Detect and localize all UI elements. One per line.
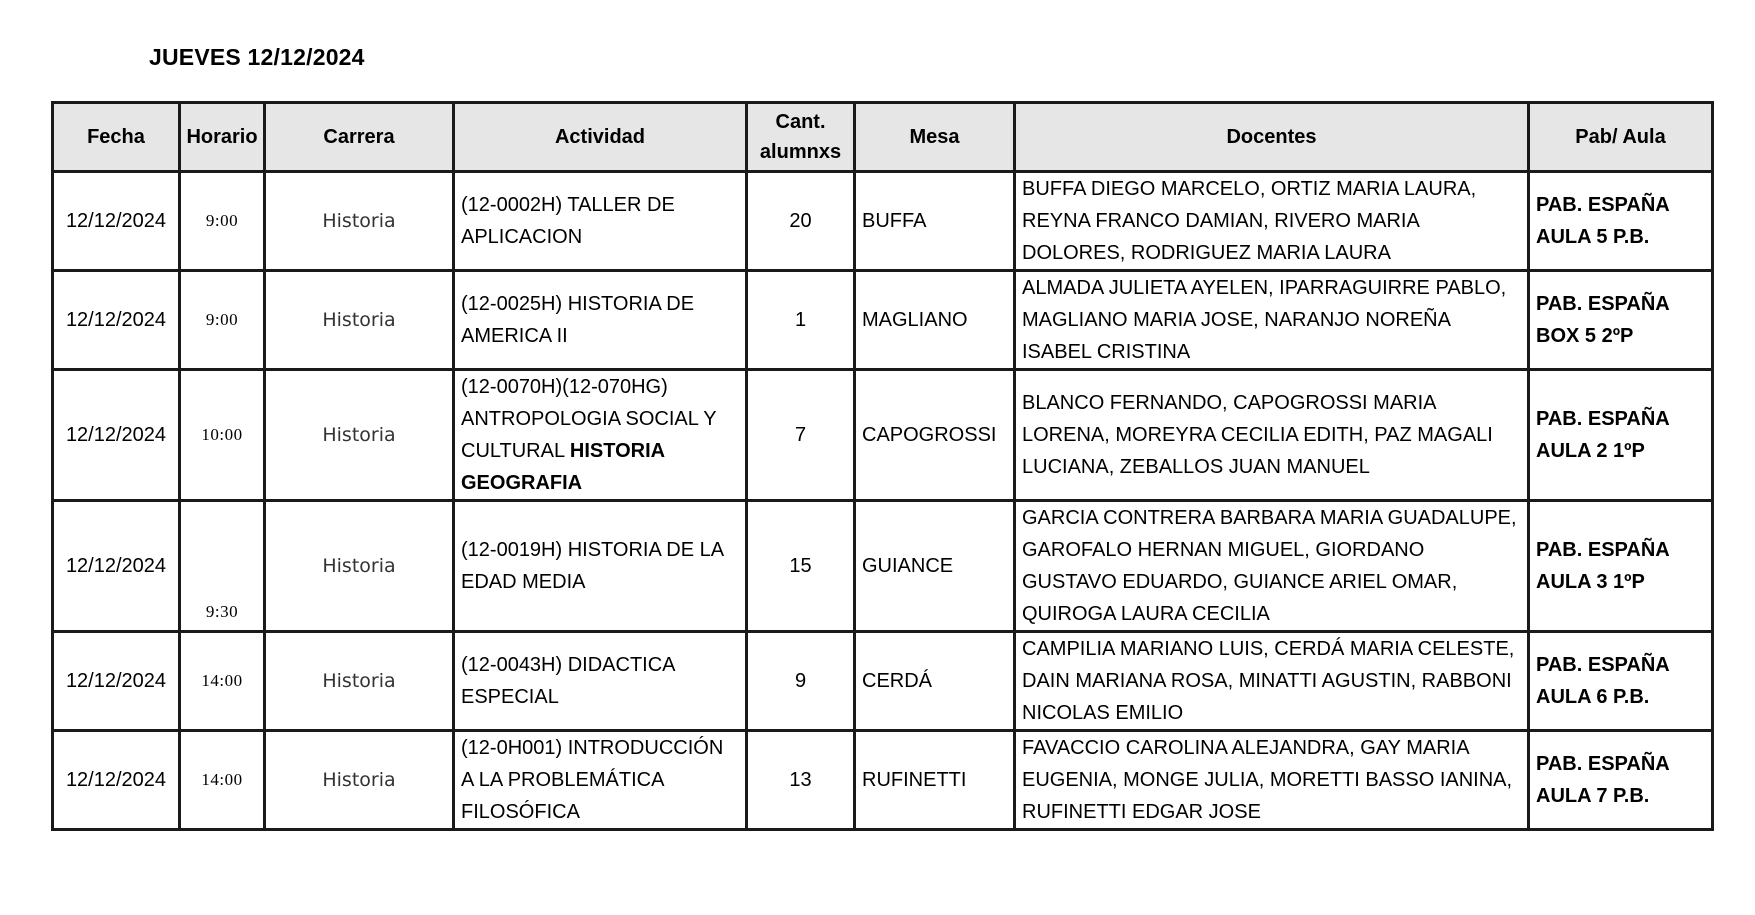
table-row [53, 501, 1713, 632]
cell-fecha: 12/12/2024 [53, 632, 180, 731]
cell-cant-alumnxs: 1 [747, 271, 855, 370]
cell-actividad: (12-0019H) HISTORIA DE LA EDAD MEDIA [454, 501, 747, 632]
cell-fecha: 12/12/2024 [53, 271, 180, 370]
cell-horario: 10:00 [180, 370, 265, 501]
cell-docentes: ALMADA JULIETA AYELEN, IPARRAGUIRRE PABLO, MAGLIANO MARIA JOSE, NARANJO NOREÑA ISABEL CRISTINA [1015, 271, 1529, 370]
cell-cant-alumnxs: 13 [747, 731, 855, 830]
actividad-bold-text: HISTORIA GEOGRAFIA [461, 440, 665, 494]
cell-pab-aula: PAB. ESPAÑA BOX 5 2ºP [1529, 271, 1713, 370]
table-row [53, 172, 1713, 271]
cell-pab-aula: PAB. ESPAÑA AULA 7 P.B. [1529, 731, 1713, 830]
header-fecha: Fecha [53, 103, 180, 172]
cell-fecha: 12/12/2024 [53, 501, 180, 632]
cell-fecha: 12/12/2024 [53, 370, 180, 501]
header-mesa: Mesa [855, 103, 1015, 172]
cell-mesa: RUFINETTI [855, 731, 1015, 830]
cell-docentes: GARCIA CONTRERA BARBARA MARIA GUADALUPE, GAROFALO HERNAN MIGUEL, GIORDANO GUSTAVO EDUARDO, GUIANCE ARIEL OMAR, QUIROGA LAURA CECILIA [1015, 501, 1529, 632]
cell-docentes: BLANCO FERNANDO, CAPOGROSSI MARIA LORENA, MOREYRA CECILIA EDITH, PAZ MAGALI LUCIANA, ZEBALLOS JUAN MANUEL [1015, 370, 1529, 501]
cell-carrera: Historia [265, 271, 454, 370]
header-horario: Horario [180, 103, 265, 172]
header-cant-line2: alumnxs [759, 141, 842, 163]
cell-actividad [454, 370, 747, 501]
table-row [53, 271, 1713, 370]
table-row [53, 632, 1713, 731]
header-pab-aula: Pab/ Aula [1529, 103, 1713, 172]
exam-schedule-table [51, 101, 1714, 831]
table-body [53, 172, 1713, 830]
cell-carrera: Historia [265, 731, 454, 830]
cell-horario: 9:30 [180, 501, 265, 632]
cell-fecha: 12/12/2024 [53, 731, 180, 830]
header-cant-alumnxs [747, 103, 855, 172]
cell-carrera: Historia [265, 172, 454, 271]
table-row [53, 370, 1713, 501]
cell-mesa: CERDÁ [855, 632, 1015, 731]
cell-pab-aula: PAB. ESPAÑA AULA 5 P.B. [1529, 172, 1713, 271]
cell-cant-alumnxs: 7 [747, 370, 855, 501]
cell-cant-alumnxs: 9 [747, 632, 855, 731]
table-header [53, 103, 1713, 172]
cell-docentes: FAVACCIO CAROLINA ALEJANDRA, GAY MARIA EUGENIA, MONGE JULIA, MORETTI BASSO IANINA, RUFINETTI EDGAR JOSE [1015, 731, 1529, 830]
cell-actividad: (12-0043H) DIDACTICA ESPECIAL [454, 632, 747, 731]
table-row [53, 731, 1713, 830]
cell-carrera: Historia [265, 370, 454, 501]
cell-pab-aula: PAB. ESPAÑA AULA 2 1ºP [1529, 370, 1713, 501]
cell-actividad: (12-0H001) INTRODUCCIÓN A LA PROBLEMÁTICA FILOSÓFICA [454, 731, 747, 830]
cell-horario: 14:00 [180, 731, 265, 830]
actividad-text: (12-0070H)(12-070HG) ANTROPOLOGIA SOCIAL Y CULTURAL [461, 376, 717, 462]
cell-carrera: Historia [265, 501, 454, 632]
page-title: JUEVES 12/12/2024 [149, 44, 365, 70]
cell-mesa: CAPOGROSSI [855, 370, 1015, 501]
cell-horario: 14:00 [180, 632, 265, 731]
cell-fecha: 12/12/2024 [53, 172, 180, 271]
header-docentes: Docentes [1015, 103, 1529, 172]
cell-actividad: (12-0025H) HISTORIA DE AMERICA II [454, 271, 747, 370]
cell-actividad: (12-0002H) TALLER DE APLICACION [454, 172, 747, 271]
cell-pab-aula: PAB. ESPAÑA AULA 3 1ºP [1529, 501, 1713, 632]
header-cant-line1: Cant. [775, 111, 826, 133]
cell-mesa: MAGLIANO [855, 271, 1015, 370]
cell-mesa: GUIANCE [855, 501, 1015, 632]
cell-horario: 9:00 [180, 271, 265, 370]
cell-cant-alumnxs: 20 [747, 172, 855, 271]
cell-carrera: Historia [265, 632, 454, 731]
header-row [53, 103, 1713, 172]
cell-docentes: BUFFA DIEGO MARCELO, ORTIZ MARIA LAURA, REYNA FRANCO DAMIAN, RIVERO MARIA DOLORES, RODRIGUEZ MARIA LAURA [1015, 172, 1529, 271]
cell-docentes: CAMPILIA MARIANO LUIS, CERDÁ MARIA CELESTE, DAIN MARIANA ROSA, MINATTI AGUSTIN, RABBONI NICOLAS EMILIO [1015, 632, 1529, 731]
cell-pab-aula: PAB. ESPAÑA AULA 6 P.B. [1529, 632, 1713, 731]
cell-mesa: BUFFA [855, 172, 1015, 271]
header-actividad: Actividad [454, 103, 747, 172]
cell-horario: 9:00 [180, 172, 265, 271]
header-carrera: Carrera [265, 103, 454, 172]
cell-cant-alumnxs: 15 [747, 501, 855, 632]
